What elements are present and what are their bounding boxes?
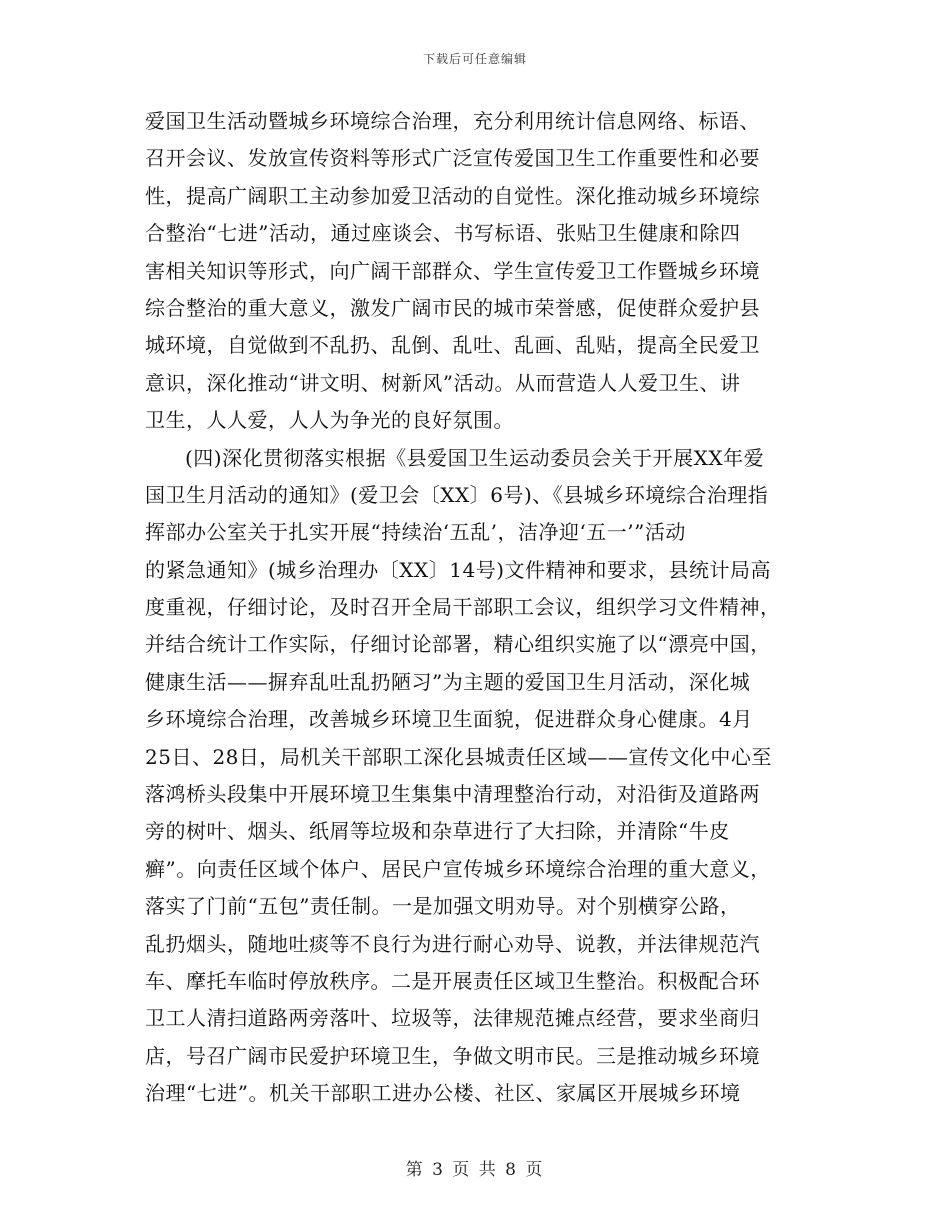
text-line: 的紧急通知》(城乡治理办〔XX〕14号)文件精神和要求，县统计局高 <box>145 557 772 582</box>
text-line: 城环境，自觉做到不乱扔、乱倒、乱吐、乱画、乱贴，提高全民爱卫 <box>145 333 760 358</box>
text-line: 乡环境综合治理，改善城乡环境卫生面貌，促进群众身心健康。4月 <box>145 707 753 732</box>
text-line: 性，提高广阔职工主动参加爱卫活动的自觉性。深化推动城乡环境综 <box>145 183 760 208</box>
text-line: 店，号召广阔市民爱护环境卫生，争做文明市民。三是推动城乡环境 <box>145 1043 760 1068</box>
text-line: 治理“七进”。机关干部职工进办公楼、社区、家属区开展城乡环境 <box>145 1081 741 1106</box>
text-line: 25日、28日，局机关干部职工深化县城责任区域——宣传文化中心至 <box>145 744 772 769</box>
text-line: 度重视，仔细讨论，及时召开全局干部职工会议，组织学习文件精神， <box>145 595 781 620</box>
text-line: 车、摩托车临时停放秩序。二是开展责任区域卫生整治。积极配合环 <box>145 968 760 993</box>
text-line: 癣”。向责任区域个体户、居民户宣传城乡环境综合治理的重大意义， <box>145 856 771 881</box>
text-line: 卫工人清扫道路两旁落叶、垃圾等，法律规范摊点经营，要求坐商归 <box>145 1006 760 1031</box>
text-line: 综合整治的重大意义，激发广阔市民的城市荣誉感，促使群众爱护县 <box>145 295 760 320</box>
text-line: 健康生活——摒弃乱吐乱扔陋习”为主题的爱国卫生月活动，深化城 <box>145 669 751 694</box>
page-header: 下载后可任意编辑 <box>422 52 527 66</box>
text-line: 旁的树叶、烟头、纸屑等垃圾和杂草进行了大扫除，并清除“牛皮 <box>145 819 730 844</box>
text-line: 国卫生月活动的通知》(爱卫会〔XX〕6号)、《县城乡环境综合治理指 <box>145 482 769 507</box>
text-line: 落实了门前“五包”责任制。一是加强文明劝导。对个别横穿公路， <box>145 894 741 919</box>
document-body <box>145 103 805 1113</box>
text-line: 合整治“七进”活动，通过座谈会、书写标语、张贴卫生健康和除四 <box>145 221 741 246</box>
text-line: 意识，深化推动“讲文明、树新风”活动。从而营造人人爱卫生、讲 <box>145 370 741 395</box>
text-line: 爱国卫生活动暨城乡环境综合治理，充分利用统计信息网络、标语、 <box>145 109 760 133</box>
text-line: 乱扔烟头，随地吐痰等不良行为进行耐心劝导、说教，并法律规范汽 <box>145 931 760 956</box>
text-line: 并结合统计工作实际，仔细讨论部署，精心组织实施了以“漂亮中国， <box>145 632 771 657</box>
page-number-footer: 第 3 页 共 8 页 <box>405 1160 545 1180</box>
text-line: 挥部办公室关于扎实开展“持续治‘五乱’，洁净迎‘五一’”活动 <box>145 520 686 545</box>
text-line: 害相关知识等形式，向广阔干部群众、学生宣传爱卫工作暨城乡环境 <box>145 258 760 283</box>
text-line: 卫生，人人爱，人人为争光的良好氛围。 <box>145 408 514 433</box>
text-line: 落鸿桥头段集中开展环境卫生集集中清理整治行动，对沿街及道路两 <box>145 782 760 807</box>
text-line: 召开会议、发放宣传资料等形式广泛宣传爱国卫生工作重要性和必要 <box>145 146 760 171</box>
paragraph-start-line: (四)深化贯彻落实根据《县爱国卫生运动委员会关于开展XX年爱 <box>185 445 765 470</box>
